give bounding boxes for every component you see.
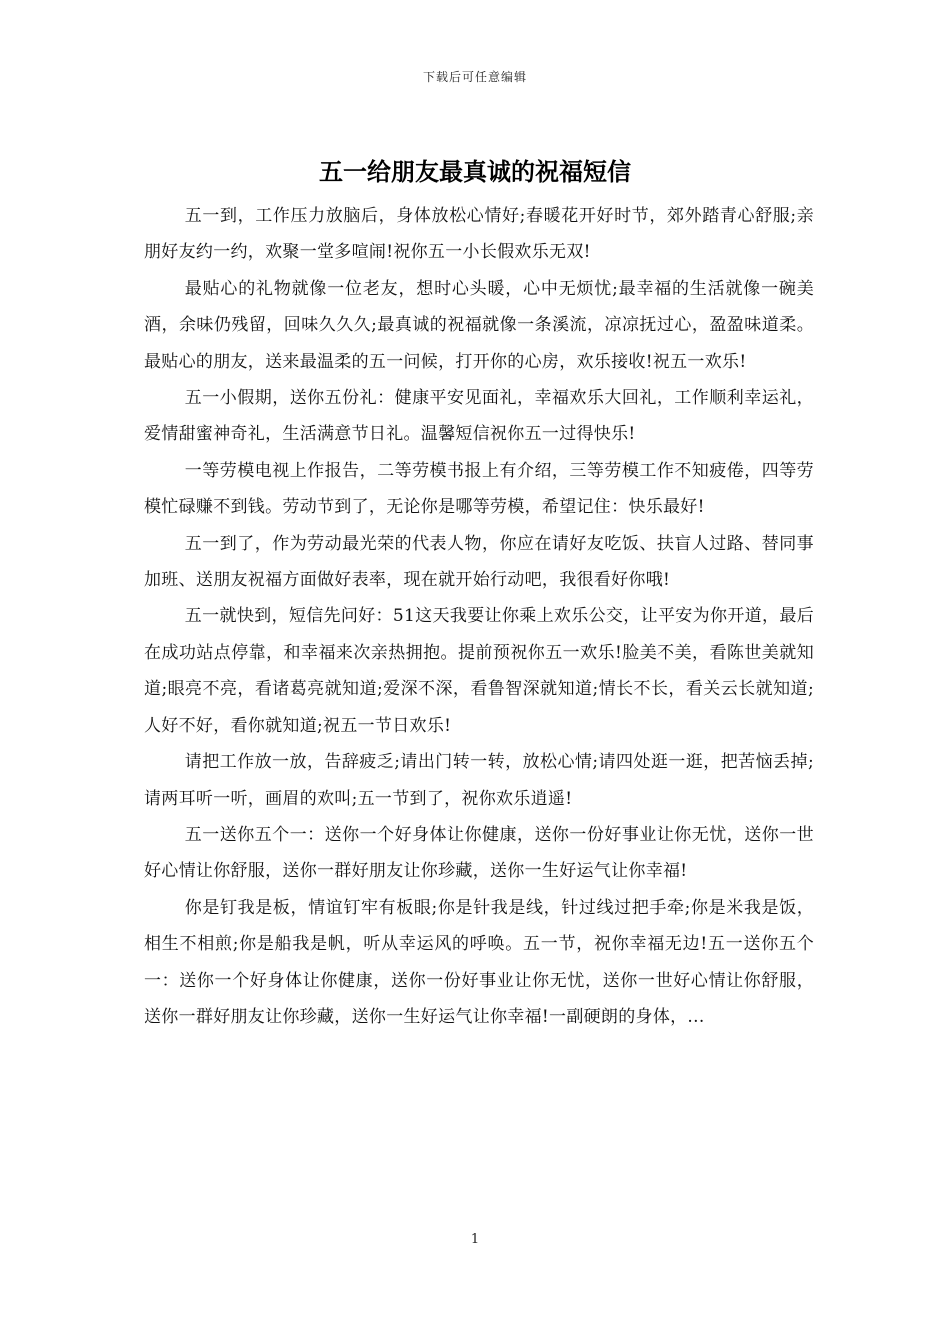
paragraph: 五一小假期，送你五份礼：健康平安见面礼，幸福欢乐大回礼，工作顺利幸运礼，爱情甜蜜神奇礼，生活满意节日礼。温馨短信祝你五一过得快乐! <box>144 388 814 445</box>
header-note: 下载后可任意编辑 <box>422 70 527 84</box>
document-title: 五一给朋友最真诚的祝福短信 <box>319 157 631 186</box>
paragraph: 五一到，工作压力放脑后，身体放松心情好;春暖花开好时节，郊外踏青心舒服;亲朋好友约一约，欢聚一堂多喧闹!祝你五一小长假欢乐无双! <box>144 206 814 263</box>
page-number: 1 <box>470 1232 480 1247</box>
paragraph: 最贴心的礼物就像一位老友，想时心头暖，心中无烦忧;最幸福的生活就像一碗美酒，余味仍残留，回味久久久;最真诚的祝福就像一条溪流，凉凉抚过心，盈盈味道柔。最贴心的朋友，送来最温柔的五一问候，打开你的心房，欢乐接收!祝五一欢乐! <box>144 278 814 372</box>
paragraph: 五一就快到，短信先问好：51这天我要让你乘上欢乐公交，让平安为你开道，最后在成功站点停靠，和幸福来次亲热拥抱。提前预祝你五一欢乐!脸美不美，看陈世美就知道;眼亮不亮，看诸葛亮就知道;爱深不深，看鲁智深就知道;情长不长，看关云长就知道;人好不好，看你就知道;祝五一节日欢乐! <box>144 606 814 736</box>
paragraph: 五一到了，作为劳动最光荣的代表人物，你应在请好友吃饭、扶盲人过路、替同事加班、送朋友祝福方面做好表率，现在就开始行动吧，我很看好你哦! <box>144 533 814 591</box>
paragraph: 请把工作放一放，告辞疲乏;请出门转一转，放松心情;请四处逛一逛，把苦恼丢掉;请两耳听一听，画眉的欢叫;五一节到了，祝你欢乐逍遥! <box>144 752 814 809</box>
document-body <box>144 198 814 1035</box>
paragraph: 一等劳模电视上作报告，二等劳模书报上有介绍，三等劳模工作不知疲倦，四等劳模忙碌赚不到钱。劳动节到了，无论你是哪等劳模，希望记住：快乐最好! <box>144 460 814 518</box>
paragraph: 你是钉我是板，情谊钉牢有板眼;你是针我是线，针过线过把手牵;你是米我是饭，相生不相煎;你是船我是帆，听从幸运风的呼唤。五一节，祝你幸福无边!五一送你五个一：送你一个好身体让你健康，送你一份好事业让你无忧，送你一世好心情让你舒服，送你一群好朋友让你珍藏，送你一生好运气让你幸福!一副硬朗的身体，... <box>144 897 814 1027</box>
paragraph: 五一送你五个一：送你一个好身体让你健康，送你一份好事业让你无忧，送你一世好心情让你舒服，送你一群好朋友让你珍藏，送你一生好运气让你幸福! <box>144 824 814 882</box>
